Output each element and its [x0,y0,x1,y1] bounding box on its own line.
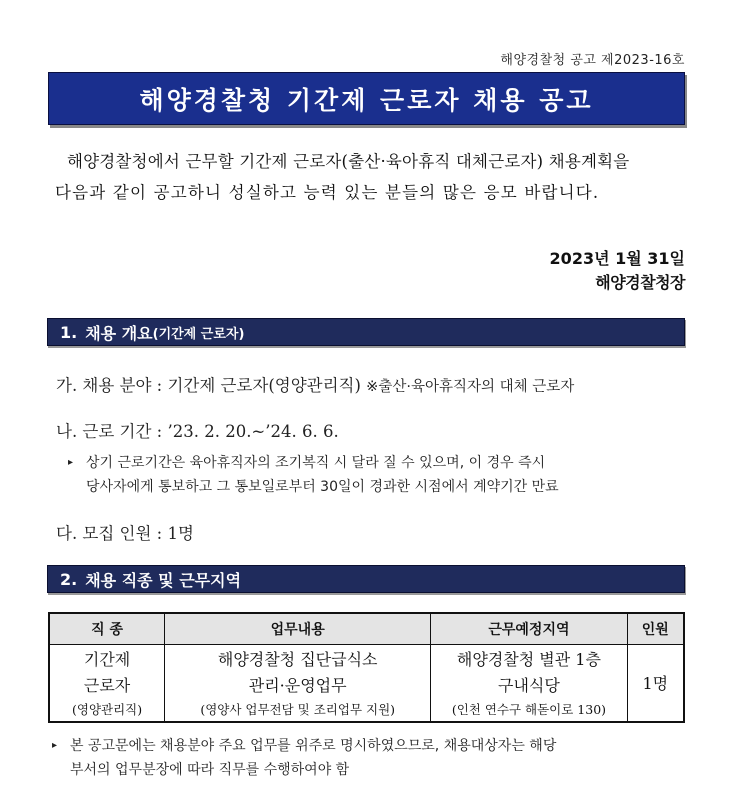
job-line-3: (영양관리직) [72,702,143,717]
header-job-type: 직 종 [49,613,165,645]
header-location: 근무예정지역 [431,613,627,645]
header-duties: 업무내용 [165,613,431,645]
job-line-2: 근로자 [83,676,131,695]
intro-paragraph [55,146,687,208]
item-headcount: 다. 모집 인원 : 1명 [56,524,194,543]
page-title: 해양경찰청 기간제 근로자 채용 공고 [48,72,685,125]
triangle-bullet-icon: ▸ [52,740,58,751]
section-1-title: 채용 개요 [85,323,153,343]
job-line-1: 기간제 [83,650,131,669]
jobs-table [48,612,685,723]
cell-duties [165,645,431,723]
period-note-line-2: 당사자에게 통보하고 그 통보일로부터 30일이 경과한 시점에서 계약기간 만료 [86,479,559,495]
period-note-line-1: 상기 근로기간은 육아휴직자의 조기복직 시 달라 질 수 있으며, 이 경우 즉시 [86,455,546,471]
document-number: 해양경찰청 공고 제2023-16호 [500,53,685,68]
section-2-header [47,565,685,593]
period-note [68,451,688,499]
cell-job-type [49,645,165,723]
item-recruit-field [56,372,574,396]
item-a-text: 가. 채용 분야 : 기간제 근로자(영양관리직) [56,376,367,395]
section-2-title: 채용 직종 및 근무지역 [85,570,242,590]
item-a-note: ※출산·육아휴직자의 대체 근로자 [366,379,575,395]
footer-note-line-1: 본 공고문에는 채용분야 주요 업무를 위주로 명시하였으므로, 채용대상자는 해당 [70,738,557,754]
duty-line-1: 해양경찰청 집단급식소 [217,650,378,669]
item-work-period: 나. 근로 기간 : ’23. 2. 20.~’24. 6. 6. [56,422,339,441]
triangle-bullet-icon: ▸ [68,457,74,468]
loc-line-1: 해양경찰청 별관 1층 [456,650,601,669]
table-row [49,645,684,723]
cell-headcount: 1명 [627,645,684,723]
loc-line-3: (인천 연수구 해돋이로 130) [451,702,607,717]
section-1-subtitle: (기간제 근로자) [152,326,245,342]
cell-location [431,645,627,723]
announcement-date: 2023년 1월 31일 [549,249,685,268]
intro-line-1: 해양경찰청에서 근무할 기간제 근로자(출산·육아휴직 대체근로자) 채용계획을 [67,152,630,171]
loc-line-2: 구내식당 [498,676,560,695]
header-headcount: 인원 [627,613,684,645]
section-2-number: 2. [60,569,78,589]
section-1-header [47,318,685,346]
footer-note-line-2: 부서의 업무분장에 따라 직무를 수행하여야 함 [70,762,350,778]
duty-line-2: 관리·운영업무 [248,676,347,695]
footer-note [52,734,672,782]
section-1-number: 1. [60,322,78,342]
issuer: 해양경찰청장 [595,273,685,292]
table-header-row [49,613,684,645]
intro-line-2: 다음과 같이 공고하니 성실하고 능력 있는 분들의 많은 응모 바랍니다. [55,183,600,202]
duty-line-3: (영양사 업무전담 및 조리업무 지원) [200,702,396,717]
